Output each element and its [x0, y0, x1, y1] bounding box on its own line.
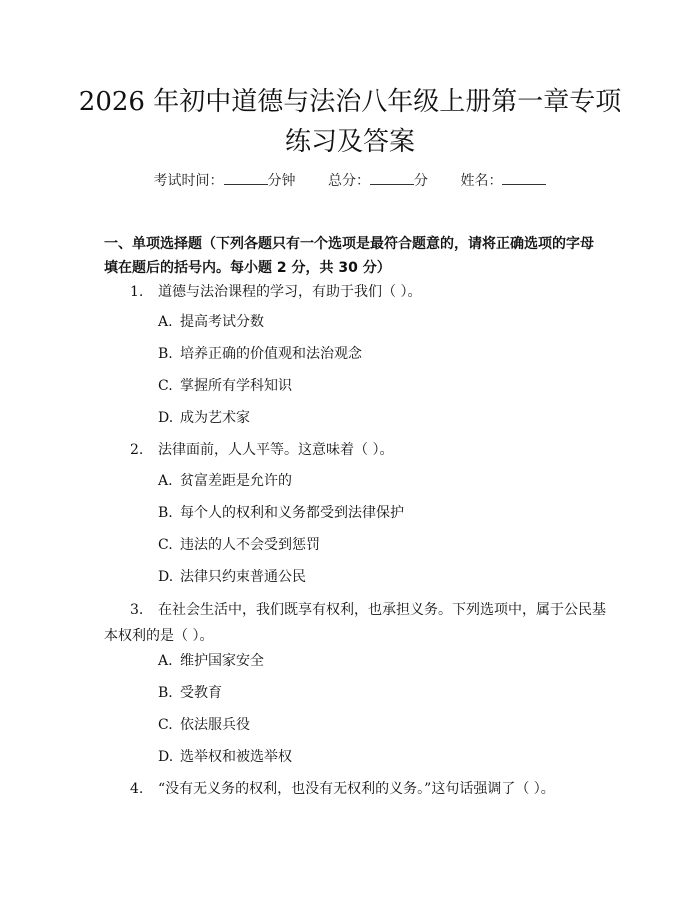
score-label: 总分：: [328, 173, 370, 189]
option-letter: B.: [158, 505, 173, 521]
time-unit: 分钟: [267, 173, 296, 189]
option-letter: D.: [158, 410, 174, 426]
option-text: 提高考试分数: [180, 314, 264, 330]
time-label: 考试时间：: [153, 173, 224, 189]
option-letter: C.: [158, 378, 173, 394]
exam-meta: [0, 170, 700, 191]
option-text: 掌握所有学科知识: [180, 378, 292, 394]
option-letter: A.: [158, 314, 173, 330]
name-label: 姓名：: [460, 173, 503, 189]
name-blank[interactable]: [502, 170, 546, 185]
score-unit: 分: [414, 173, 428, 189]
score-field: [328, 173, 432, 189]
question-number: 1.: [130, 284, 144, 300]
option-letter: D.: [158, 749, 174, 765]
time-field: [154, 173, 300, 189]
option-text: 贫富差距是允许的: [180, 473, 292, 489]
option-letter: A.: [158, 653, 173, 669]
option-text: 法律只约束普通公民: [180, 569, 306, 585]
option-letter: D.: [158, 569, 174, 585]
option-3d[interactable]: [158, 747, 292, 767]
option-text: 选举权和被选举权: [180, 749, 292, 765]
question-text: “没有无义务的权利，也没有无权利的义务。”这句话强调了（ ）。: [158, 781, 555, 797]
option-1b[interactable]: [158, 344, 362, 364]
question-text: 道德与法治课程的学习，有助于我们（ ）。: [158, 284, 422, 300]
option-letter: B.: [158, 685, 173, 701]
option-text: 培养正确的价值观和法治观念: [180, 346, 362, 362]
option-letter: A.: [158, 473, 173, 489]
option-1d[interactable]: [158, 408, 250, 428]
question-text: 法律面前，人人平等。这意味着（ ）。: [158, 442, 394, 458]
option-2d[interactable]: [158, 567, 306, 587]
score-blank[interactable]: [370, 170, 414, 185]
option-3b[interactable]: [158, 683, 222, 703]
option-letter: C.: [158, 537, 173, 553]
option-letter: B.: [158, 346, 173, 362]
section-heading: 一、单项选择题（下列各题只有一个选项是最符合题意的，请将正确选项的字母填在题后的括号内。每小题 2 分，共 30 分）: [104, 236, 594, 276]
option-text: 违法的人不会受到惩罚: [180, 537, 320, 553]
option-2a[interactable]: [158, 471, 292, 491]
question-number: 3.: [130, 602, 144, 618]
option-letter: C.: [158, 717, 173, 733]
page-title: 2026 年初中道德与法治八年级上册第一章专项练习及答案: [78, 87, 622, 157]
question-number: 2.: [130, 442, 144, 458]
option-1c[interactable]: [158, 376, 292, 396]
option-text: 受教育: [180, 685, 222, 701]
option-3a[interactable]: [158, 651, 264, 671]
option-text: 依法服兵役: [180, 717, 250, 733]
option-text: 每个人的权利和义务都受到法律保护: [180, 505, 404, 521]
option-2c[interactable]: [158, 535, 320, 555]
name-field: [460, 173, 546, 189]
option-2b[interactable]: [158, 503, 404, 523]
option-text: 维护国家安全: [180, 653, 264, 669]
time-blank[interactable]: [224, 170, 268, 185]
option-3c[interactable]: [158, 715, 250, 735]
question-number: 4.: [130, 781, 144, 797]
question-text: 在社会生活中，我们既享有权利，也承担义务。下列选项中，属于公民基本权利的是（ ）。: [104, 602, 606, 644]
option-text: 成为艺术家: [180, 410, 250, 426]
option-1a[interactable]: [158, 312, 264, 332]
